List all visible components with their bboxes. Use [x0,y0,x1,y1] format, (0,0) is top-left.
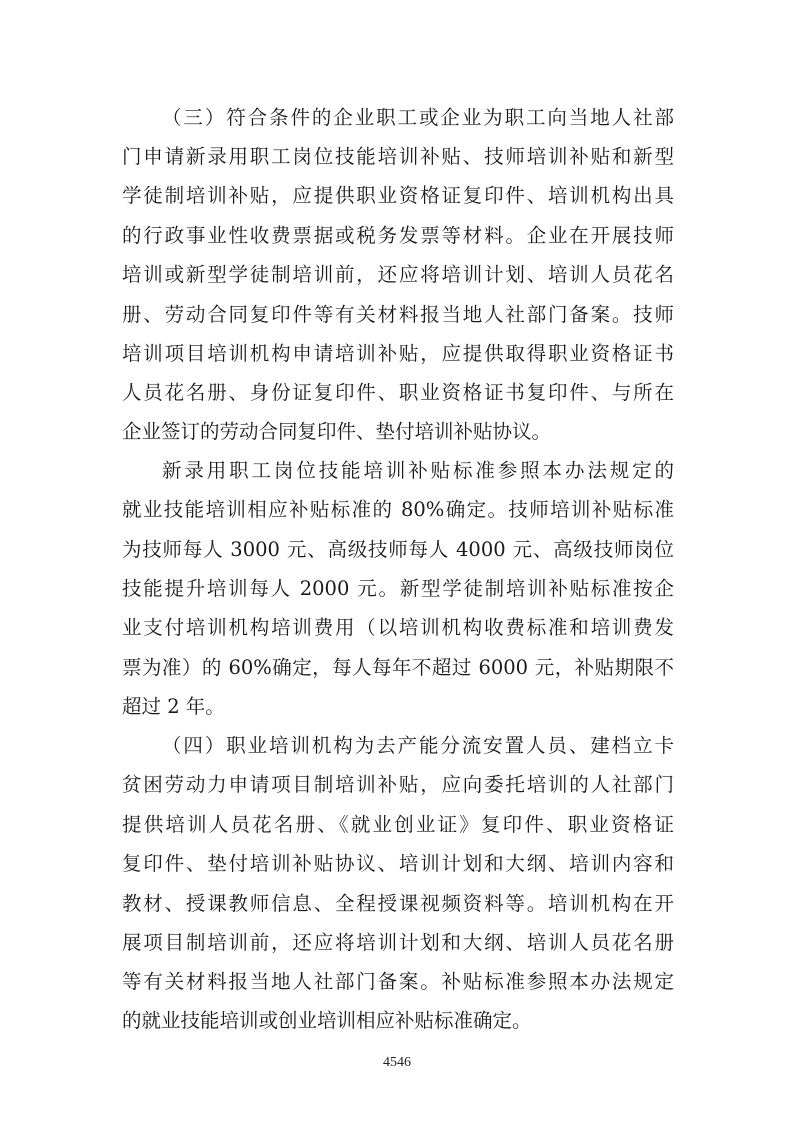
paragraph-3-line-7: 培训项目培训机构申请培训补贴，应提供取得职业资格证书 [122,342,674,365]
paragraph-4-line-4: 复印件、垫付培训补贴协议、培训计划和大纲、培训内容和 [122,852,674,875]
paragraph-standard-line-3: 为技师每人 3000 元、高级技师每人 4000 元、高级技师岗位 [122,538,674,561]
paragraph-4-line-3: 提供培训人员花名册、《就业创业证》复印件、职业资格证 [122,813,674,836]
paragraph-3-line-3: 学徒制培训补贴，应提供职业资格证复印件、培训机构出具 [122,184,674,207]
paragraph-standard-line-4: 技能提升培训每人 2000 元。新型学徒制培训补贴标准按企 [122,577,674,600]
paragraph-standard-line-1: 新录用职工岗位技能培训补贴标准参照本办法规定的 [162,459,674,482]
paragraph-4-line-1: （四）职业培训机构为去产能分流安置人员、建档立卡 [162,734,674,757]
paragraph-3-line-8: 人员花名册、身份证复印件、职业资格证书复印件、与所在 [122,381,674,404]
paragraph-4-line-5: 教材、授课教师信息、全程授课视频资料等。培训机构在开 [122,892,674,915]
paragraph-standard-line-2: 就业技能培训相应补贴标准的 80%确定。技师培训补贴标准 [122,498,674,521]
paragraph-standard-line-7: 超过 2 年。 [122,695,225,718]
paragraph-4-line-2: 贫困劳动力申请项目制培训补贴，应向委托培训的人社部门 [122,773,674,796]
paragraph-4-line-7: 等有关材料报当地人社部门备案。补贴标准参照本办法规定 [122,970,674,993]
paragraph-3-line-6: 册、劳动合同复印件等有关材料报当地人社部门备案。技师 [122,303,674,326]
page-number: 4546 [383,1055,411,1070]
paragraph-4-line-6: 展项目制培训前，还应将培训计划和大纲、培训人员花名册 [122,931,674,954]
paragraph-3-line-9: 企业签订的劳动合同复印件、垫付培训补贴协议。 [122,420,552,443]
paragraph-standard-line-5: 业支付培训机构培训费用（以培训机构收费标准和培训费发 [122,616,674,639]
paragraph-3-line-5: 培训或新型学徒制培训前，还应将培训计划、培训人员花名 [122,263,674,286]
paragraph-standard-line-6: 票为准）的 60%确定，每人每年不超过 6000 元，补贴期限不 [122,656,674,679]
paragraph-3-line-2: 门申请新录用职工岗位技能培训补贴、技师培训补贴和新型 [122,145,674,168]
paragraph-3-line-4: 的行政事业性收费票据或税务发票等材料。企业在开展技师 [122,224,674,247]
paragraph-3-line-1: （三）符合条件的企业职工或企业为职工向当地人社部 [162,106,674,129]
paragraph-4-line-8: 的就业技能培训或创业培训相应补贴标准确定。 [122,1009,532,1032]
